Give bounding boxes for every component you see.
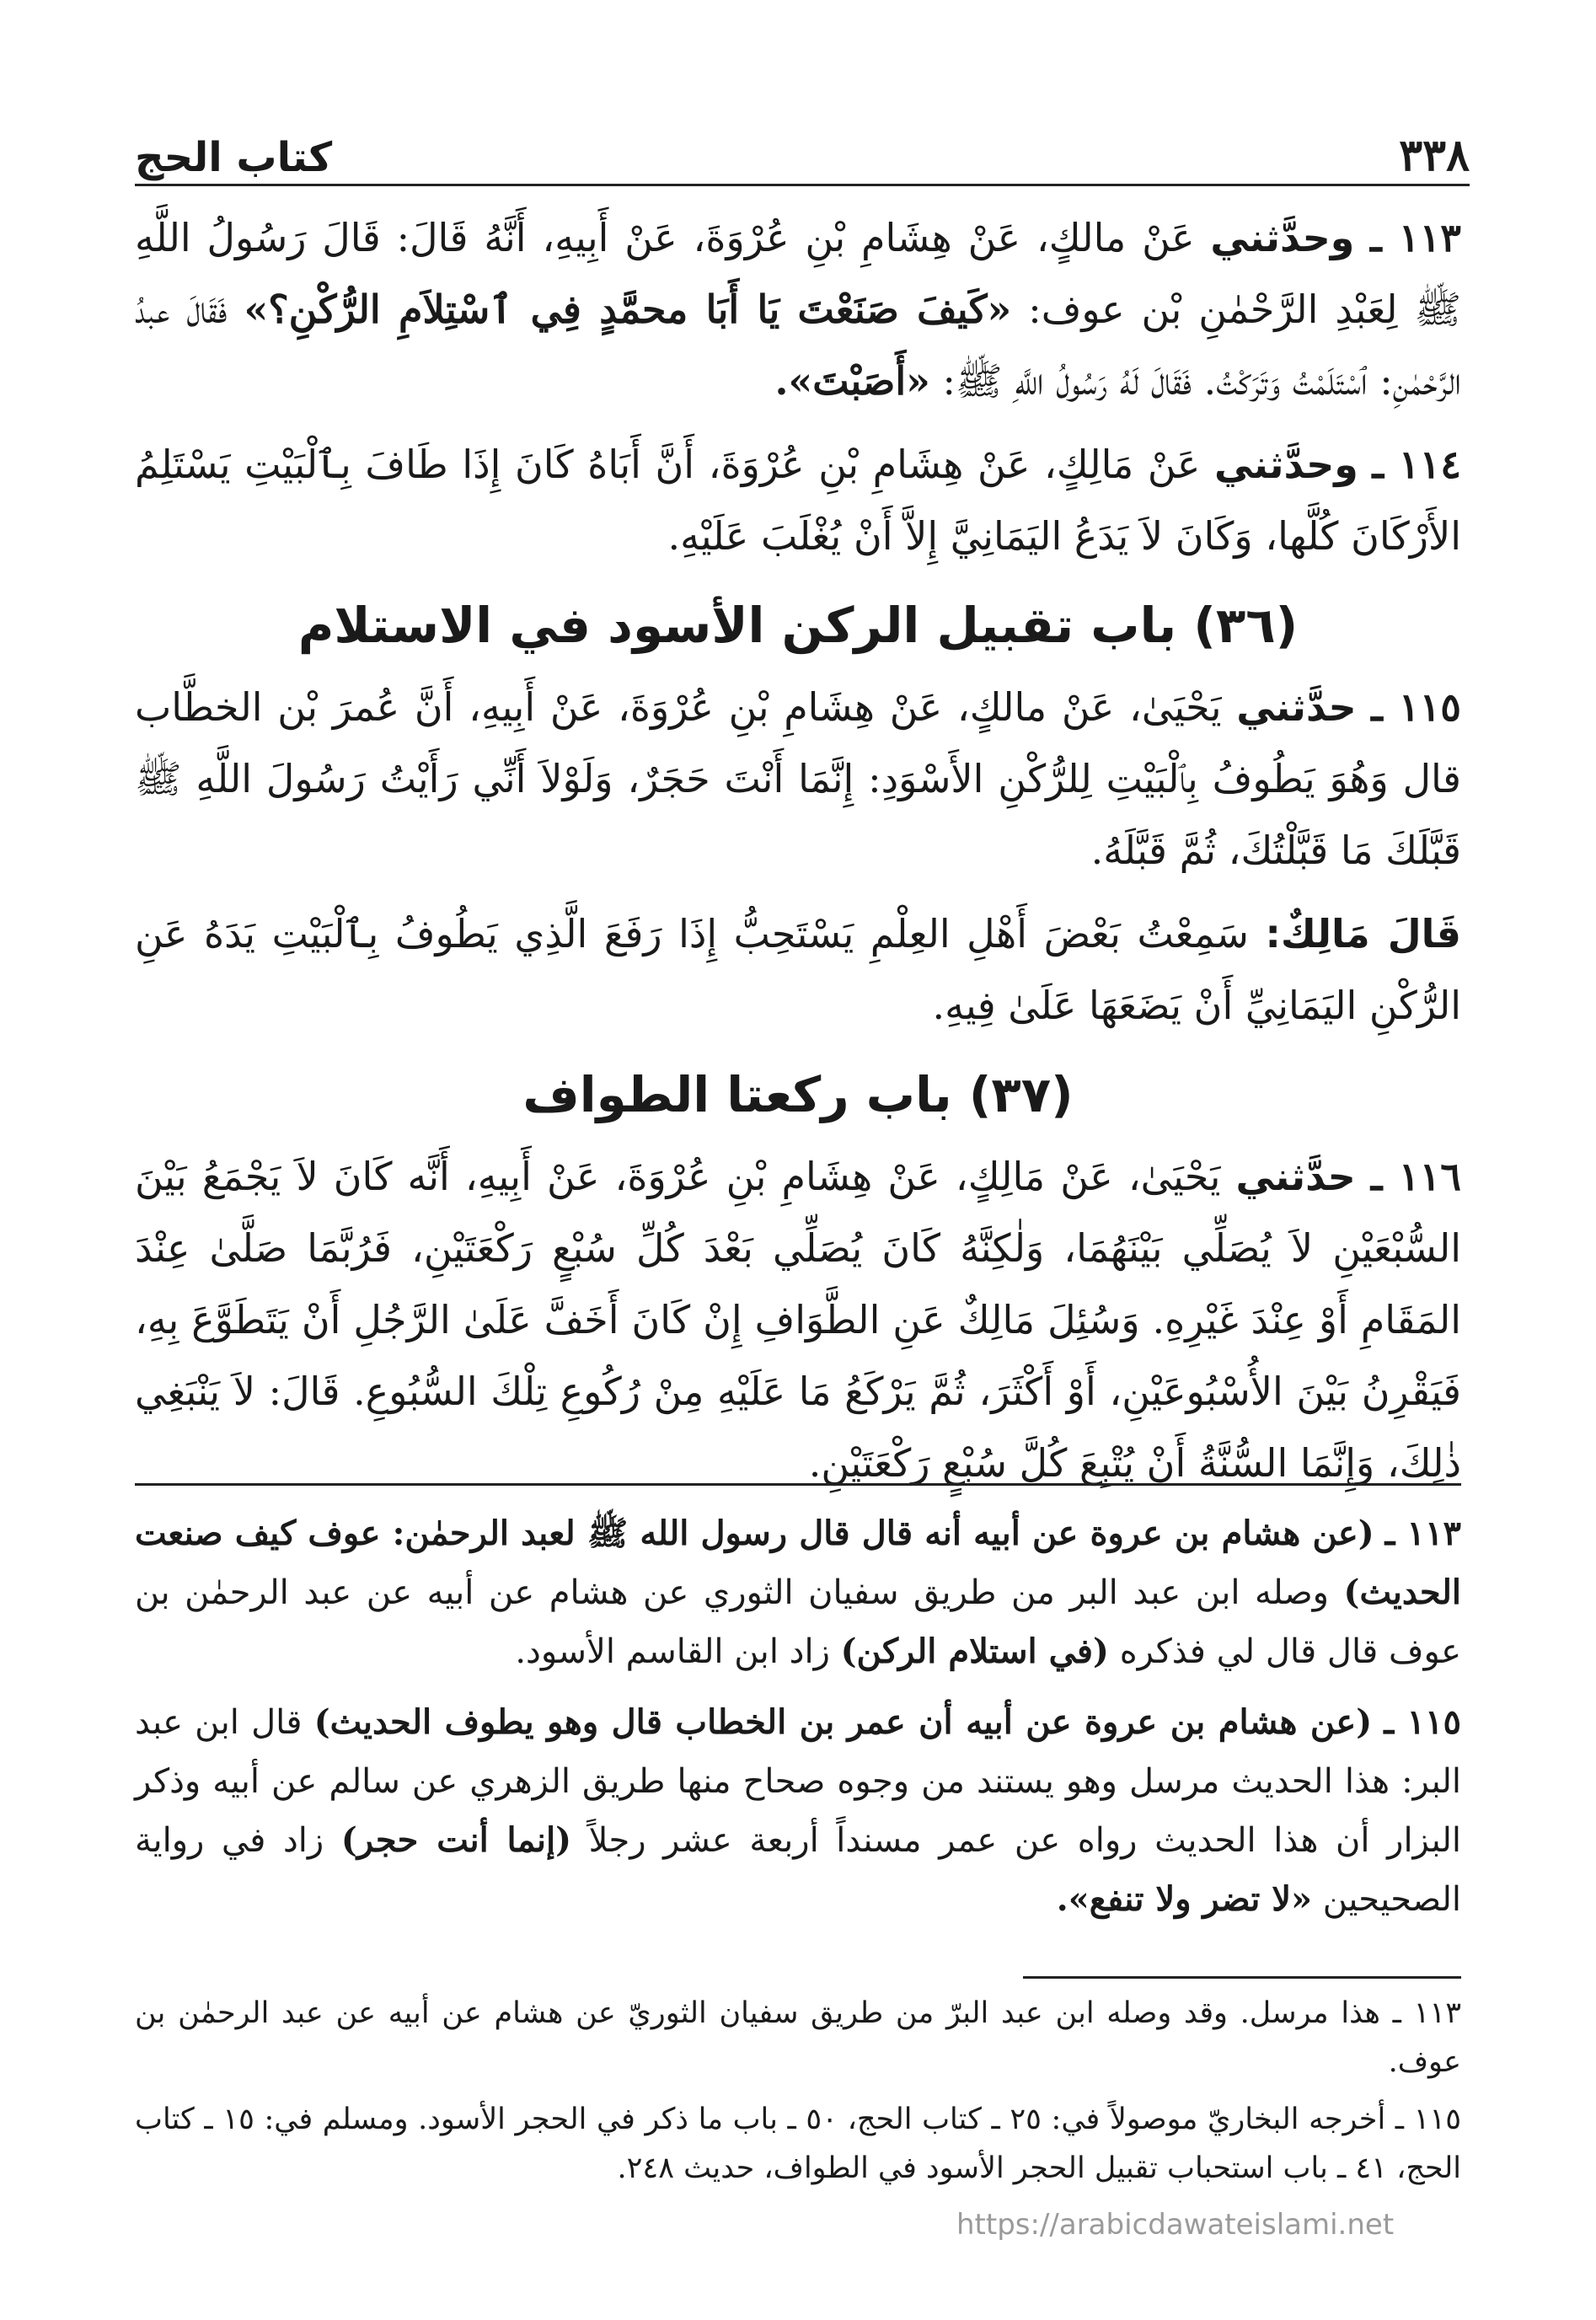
commentary-number: ١١٥ ـ: [1384, 1702, 1462, 1742]
commentary-113: [135, 1504, 1461, 1681]
chapter-heading-36: (٣٦) باب تقبيل الركن الأسود في الاستلام: [297, 597, 1299, 654]
chapter-heading-37: (٣٧) باب ركعتا الطواف: [522, 1066, 1074, 1123]
book-title: كتاب الحج: [135, 134, 333, 181]
watermark-url: https://arabicdawateislami.net: [956, 2208, 1395, 2242]
commentary-text: زاد ابن القاسم الأسود.: [515, 1632, 830, 1671]
header-rule: [135, 184, 1470, 186]
hadith-quote: «أَصَبْتَ».: [774, 358, 930, 404]
hadith-text: يَحْيَىٰ، عَنْ مالكٍ، عَنْ هِشَامِ بْنِ عُرْوَةَ، عَنْ أَبِيهِ، أَنَّ عُمرَ بْن الخطَّاب قال وَهُوَ يَطُوفُ بِٱلْبَيْتِ لِلرُّكْنِ الأَسْوَدِ: إِنَّمَا أَنْتَ حَجَرٌ، وَلَوْلاَ أَنِّي رَأَيْتُ رَسُولَ اللَّهِ ﷺ قَبَّلَكَ مَا قَبَّلْتُكَ، ثُمَّ قَبَّلَهُ.: [135, 684, 1461, 873]
hadith-text: يَحْيَىٰ، عَنْ مَالِكٍ، عَنْ هِشَامِ بْنِ عُرْوَةَ، عَنْ أَبِيهِ، أَنَّه كَانَ لاَ يَجْمَعُ بَيْنَ السُّبْعَيْنِ لاَ يُصَلِّي بَيْنَهُمَا، وَلٰكِنَّهُ كَانَ يُصَلِّي بَعْدَ كُلِّ سُبْعٍ رَكْعَتَيْنِ، فَرُبَّمَا صَلَّىٰ عِنْدَ المَقَامِ أَوْ عِنْدَ غَيْرِهِ. وَسُئِلَ مَالِكٌ عَنِ الطَّوَافِ إِنْ كَانَ أَخَفَّ عَلَىٰ الرَّجُلِ أَنْ يَتَطَوَّعَ بِهِ، فَيَقْرِنُ بَيْنَ الأُسْبُوعَيْنِ، أَوْ أَكْثَرَ، ثُمَّ يَرْكَعُ مَا عَلَيْهِ مِنْ رُكُوعِ تِلْكَ السُّبُوعِ. قَالَ: لاَ يَنْبَغِي ذٰلِكَ، وَإِنَّمَا السُّنَّةُ أَنْ يُتْبِعَ كُلَّ سُبْعٍ رَكْعَتَيْنِ.: [135, 1154, 1461, 1486]
hadith-quote: «كَيفَ صَنَعْتَ يَا أَبَا محمَّدٍ فِي ٱسْتِلاَمِ الرُّكْنِ؟»: [244, 287, 1012, 332]
commentary-separator: [135, 1483, 1461, 1486]
commentary: [135, 1504, 1461, 1941]
footnote-113: ١١٣ ـ هذا مرسل. وقد وصله ابن عبد البرّ من طريق سفيان الثوريّ عن هشام عن أبيه عن عبد الرحمٰن بن عوف.: [135, 1996, 1461, 2079]
commentary-text: قال ابن عبد البر: هذا الحديث مرسل وهو يستند من وجوه صحاح منها طريق الزهري عن سالم عن أبيه وذكر البزار أن هذا الحديث رواه عن عمر مسنداً أربعة عشر رجلاً: [135, 1703, 1461, 1860]
hadith-number: ١١٥ ـ: [1371, 684, 1461, 730]
hadith-116: [135, 1141, 1461, 1499]
hadith-lead: حدَّثني: [1235, 1154, 1356, 1199]
page-number: ٣٣٨: [1399, 130, 1470, 181]
hadith-113: [135, 202, 1461, 417]
hadith-text: عَنْ مَالِكٍ، عَنْ هِشَامِ بْنِ عُرْوَةَ، أَنَّ أَبَاهُ كَانَ إِذَا طَافَ بِٱلْبَيْتِ يَسْتَلِمُ الأَرْكَانَ كُلَّها، وَكَانَ لاَ يَدَعُ اليَمَانِيَّ إِلاَّ أَنْ يُغْلَبَ عَلَيْهِ.: [135, 442, 1461, 559]
commentary-bold: (إنما أنت حجر): [340, 1820, 572, 1860]
hadith-number: ١١٦ ـ: [1370, 1154, 1461, 1199]
hadith-text: عَنْ مالكٍ، عَنْ هِشَامِ بْنِ عُرْوَةَ، عَنْ أَبِيهِ، أَنَّهُ قَالَ: قَالَ رَسُولُ اللَّهِ ﷺ لِعَبْدِ الرَّحْمٰنِ بْن عوف:: [135, 215, 1462, 332]
malik-note: [135, 898, 1461, 1042]
commentary-text: زاد في رواية الصحيحين: [135, 1821, 1461, 1919]
commentary-bold: (عن هشام بن عروة عن أبيه أنه قال قال رسول الله ﷺ لعبد الرحمٰن: عوف كيف صنعت الحديث): [135, 1514, 1461, 1612]
commentary-bold: «لا تضر ولا تنفع».: [1056, 1879, 1313, 1919]
commentary-115: [135, 1693, 1461, 1929]
hadith-text: فَقَالَ عبدُ الرَّحْمٰنِ: ٱسْتَلَمْتُ وَتَرَكْتُ. فَقَالَ لَهُ رَسُولُ اللَّهِ ﷺ:: [135, 287, 1461, 404]
main-text: [135, 202, 1461, 1511]
note-lead: قَالَ مَالِكٌ:: [1265, 911, 1462, 956]
hadith-lead: وحدَّثني: [1213, 442, 1358, 487]
commentary-bold: (في استلام الركن): [840, 1632, 1109, 1671]
hadith-lead: وحدَّثني: [1210, 215, 1355, 260]
note-text: سَمِعْتُ بَعْضَ أَهْلِ العِلْمِ يَسْتَحِبُّ إِذَا رَفَعَ الَّذِي يَطُوفُ بِٱلْبَيْتِ يَدَهُ عَنِ الرُّكْنِ اليَمَانِيِّ أَنْ يَضَعَهَا عَلَىٰ فِيهِ.: [135, 911, 1461, 1028]
hadith-114: [135, 429, 1461, 572]
commentary-number: ١١٣ ـ: [1384, 1514, 1461, 1553]
footnote-115: ١١٥ ـ أخرجه البخاريّ موصولاً في: ٢٥ ـ كتاب الحج، ٥٠ ـ باب ما ذكر في الحجر الأسود. ومسلم في: ١٥ ـ كتاب الحج، ٤١ ـ باب استحباب تقبيل الحجر الأسود في الطواف، حديث ٢٤٨.: [135, 2103, 1462, 2185]
footnotes: [135, 1989, 1461, 2201]
commentary-text: وصله ابن عبد البر من طريق سفيان الثوري عن هشام عن أبيه عن عبد الرحمٰن بن عوف قال قال لي فذكره: [135, 1573, 1461, 1671]
hadith-number: ١١٤ ـ: [1372, 442, 1462, 487]
hadith-115: [135, 672, 1461, 887]
page-header: [135, 101, 1470, 181]
hadith-lead: حدَّثني: [1236, 684, 1357, 730]
hadith-number: ١١٣ ـ: [1370, 215, 1461, 260]
commentary-bold: (عن هشام بن عروة عن أبيه أن عمر بن الخطاب قال وهو يطوف الحديث): [313, 1702, 1373, 1742]
footnote-separator: [1023, 1976, 1461, 1979]
